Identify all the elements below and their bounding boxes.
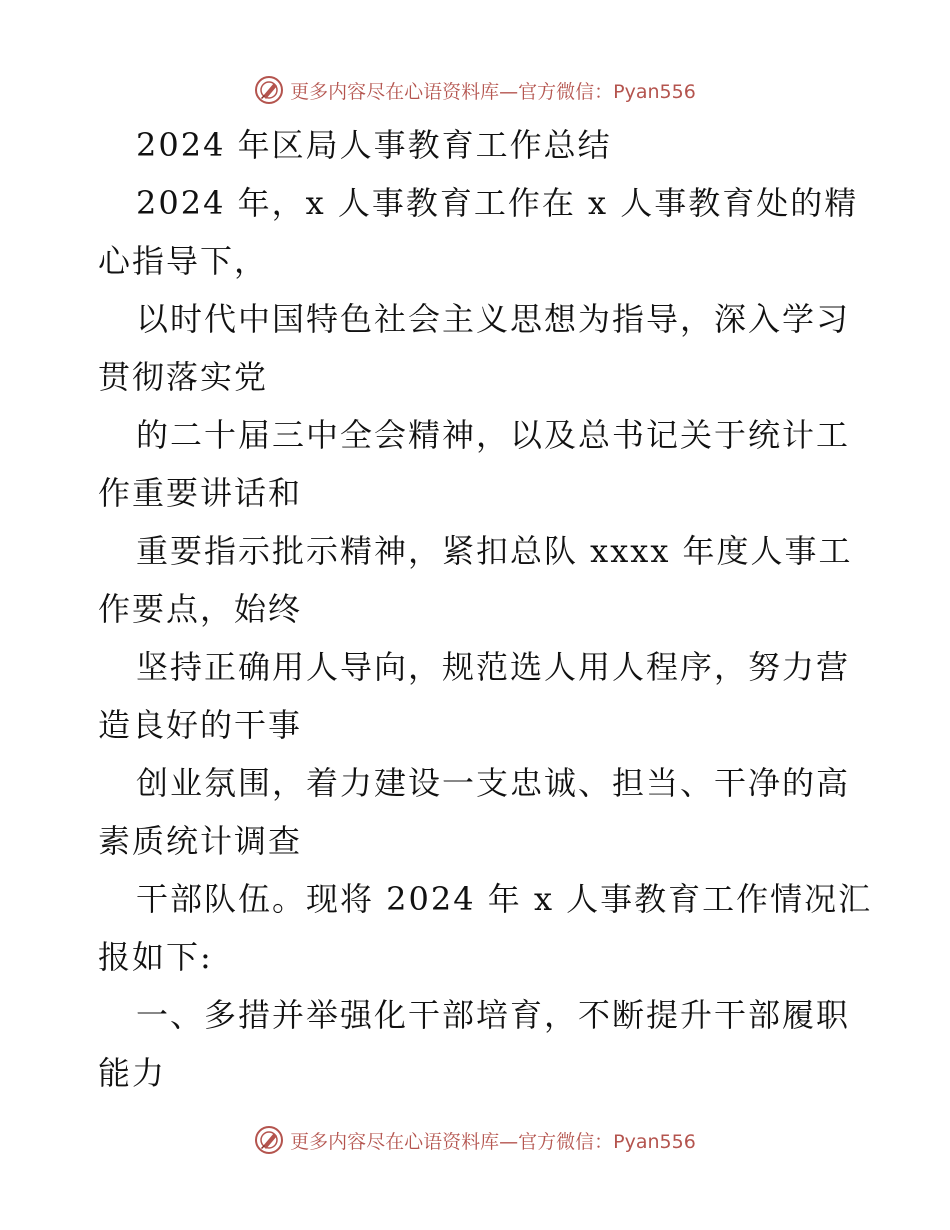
footer-watermark-banner [0, 1120, 950, 1160]
text-line: 贯彻落实党 [98, 358, 269, 396]
stamp-logo-icon [254, 1125, 284, 1155]
text-line: 创业氛围，着力建设一支忠诚、担当、干净的高 [136, 764, 851, 802]
header-watermark-banner [0, 70, 950, 110]
text-line: 重要指示批示精神，紧扣总队 xxxx 年度人事工 [136, 532, 853, 570]
document-title: 2024 年区局人事教育工作总结 [136, 126, 612, 164]
stamp-logo-icon [254, 75, 284, 105]
text-line: 坚持正确用人导向，规范选人用人程序，努力营 [136, 648, 851, 686]
text-line: 素质统计调查 [98, 822, 303, 860]
text-line: 能力 [98, 1054, 167, 1092]
text-line: 造良好的干事 [98, 706, 303, 744]
watermark-text: 更多内容尽在心语资料库—官方微信：Pyan556 [290, 1130, 696, 1153]
text-line: 2024 年，x 人事教育工作在 x 人事教育处的精 [136, 184, 859, 222]
text-line: 的二十届三中全会精神，以及总书记关于统计工 [136, 416, 851, 454]
text-line: 报如下: [98, 938, 213, 976]
text-line: 作重要讲话和 [98, 474, 303, 512]
document-body [98, 116, 873, 1102]
text-line: 干部队伍。现将 2024 年 x 人事教育工作情况汇 [136, 880, 873, 918]
text-line: 以时代中国特色社会主义思想为指导，深入学习 [136, 300, 851, 338]
text-line: 一、多措并举强化干部培育，不断提升干部履职 [136, 996, 851, 1034]
text-line: 心指导下， [98, 242, 269, 280]
watermark-text: 更多内容尽在心语资料库—官方微信：Pyan556 [290, 80, 696, 103]
text-line: 作要点，始终 [98, 590, 303, 628]
